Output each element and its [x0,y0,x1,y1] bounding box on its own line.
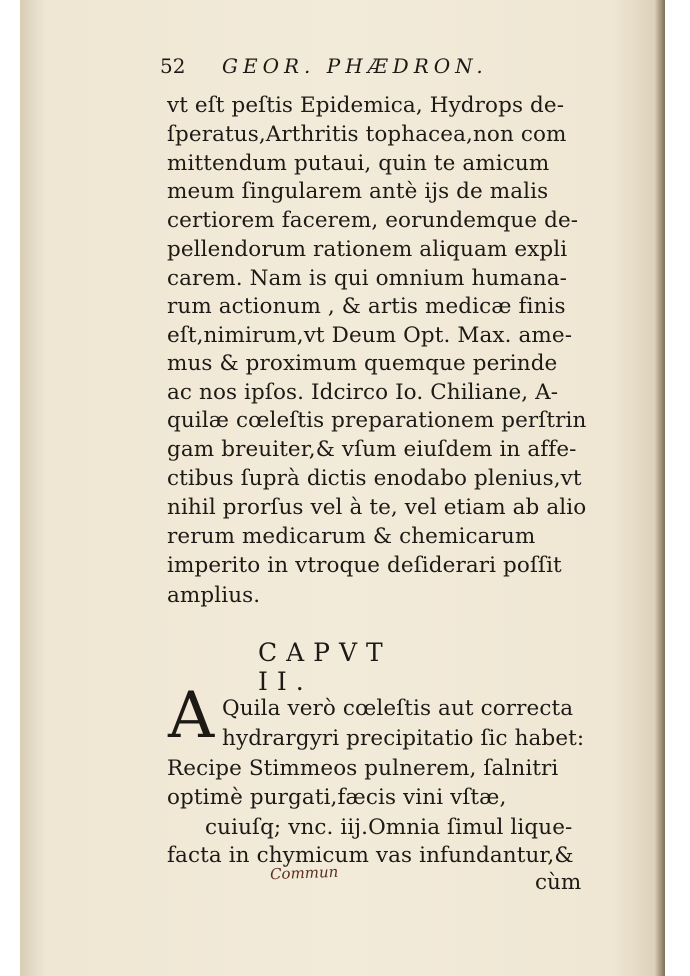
chapter-line: hydrargyri precipitatio ſic habet: [222,726,585,751]
body-line: ſperatus,Arthritis tophacea,non com [167,122,567,147]
body-line: certiorem facerem, eorundemque de- [167,208,579,233]
body-line: quilæ cœleſtis preparationem perſtrin [167,408,587,433]
drop-cap: A [168,679,215,753]
body-line: carem. Nam is qui omnium humana- [167,266,567,291]
chapter-line: facta in chymicum vas infundantur,& [167,843,574,868]
body-line: rum actionum , & artis medicæ finis [167,294,566,319]
handwritten-annotation: Commun [269,862,339,884]
body-line: vt eſt peſtis Epidemica, Hydrops de- [167,93,565,118]
chapter-line: optimè purgati,fæcis vini vſtæ, [167,785,507,810]
chapter-line: Quila verò cœleſtis aut correcta [222,696,574,721]
body-line: rerum medicarum & chemicarum [167,524,536,549]
page-header [160,54,590,84]
body-line: pellendorum rationem aliquam expli [167,237,568,262]
chapter-heading: CAPVT II. [258,638,392,696]
body-line: meum ſingularem antè ijs de malis [167,179,549,204]
body-line: mus & proximum quemque perinde [167,351,558,376]
catchword: cùm [535,870,582,895]
body-line: ac nos ipſos. Idcirco Io. Chiliane, A- [167,380,559,405]
body-line: mittendum putaui, quin te amicum [167,151,550,176]
body-line: ctibus ſuprà dictis enodabo plenius,vt [167,466,582,491]
chapter-line: Recipe Stimmeos pulnerem, ſalnitri [167,756,559,781]
page-edge [655,0,665,976]
body-line: nihil prorſus vel à te, vel etiam ab alio [167,495,587,520]
running-head: GEOR. PHÆDRON. [222,54,488,78]
body-line: amplius. [167,583,261,608]
body-line: imperito in vtroque deſiderari poſſit [167,553,562,578]
body-line: gam breuiter,& vſum eiuſdem in affe- [167,437,577,462]
body-line: eſt,nimirum,vt Deum Opt. Max. ame- [167,323,573,348]
chapter-line: cuiuſq; vnc. iij.Omnia ſimul lique- [205,815,573,840]
page-number: 52 [160,54,186,78]
